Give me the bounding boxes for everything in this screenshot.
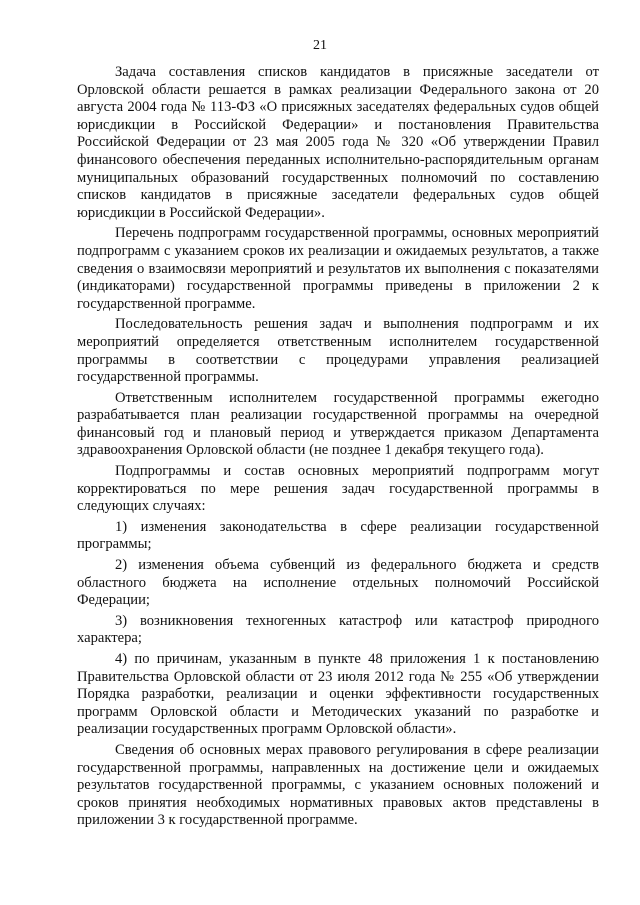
paragraph-jury-candidates: Задача составления списков кандидатов в присяжные заседатели от Орловской области решается в рамках реализации Федерального закона от 20 августа 2004 года № 113-ФЗ «О присяжных заседателях федеральных судов общей юрисдикции в Российской Федерации» и постановления Правительства Российской Федерации от 23 мая 2005 года № 320 «Об утверждении Правил финансового обеспечения переданных исполнительно-распорядительным органам муниципальных образований государственных полномочий по составлению списков кандидатов в присяжные заседатели федеральных судов общей юрисдикции в Российской Федерации». bbox=[77, 64, 599, 221]
list-item-4: 4) по причинам, указанным в пункте 48 приложения 1 к постановлению Правительства Орловской области от 23 июля 2012 года № 255 «Об утверждении Порядка разработки, реализации и оценки эффективности государственных программ Орловской области и Методических указаний по разработке и реализации государственных программ Орловской области». bbox=[77, 651, 599, 738]
page-number: 21 bbox=[313, 38, 327, 53]
paragraph-sequence: Последовательность решения задач и выполнения подпрограмм и их мероприятий определяется ответственным исполнителем государственной программы в соответствии с процедурами управления реализацией государственной программы. bbox=[77, 316, 599, 386]
list-item-1: 1) изменения законодательства в сфере реализации государственной программы; bbox=[77, 518, 599, 553]
paragraph-adjustment-cases: Подпрограммы и состав основных мероприятий подпрограмм могут корректироваться по мере решения задач государственной программы в следующих случаях: bbox=[77, 463, 599, 515]
list-item-2: 2) изменения объема субвенций из федерального бюджета и средств областного бюджета на исполнение отдельных полномочий Российской Федерации; bbox=[77, 557, 599, 609]
list-item-3: 3) возникновения техногенных катастроф или катастроф природного характера; bbox=[77, 612, 599, 647]
paragraph-legal-regulation: Сведения об основных мерах правового регулирования в сфере реализации государственной программы, направленных на достижение цели и ожидаемых результатов государственной программы, с указанием основных положений и сроков принятия необходимых нормативных правовых актов представлены в приложении 3 к государственной программе. bbox=[77, 741, 599, 829]
paragraph-subprogram-list: Перечень подпрограмм государственной программы, основных мероприятий подпрограмм с указанием сроков их реализации и ожидаемых результатов, а также сведения о взаимосвязи мероприятий и результатов их выполнения с показателями (индикаторами) государственной программы приведены в приложении 2 к государственной программе. bbox=[77, 225, 599, 312]
document-body bbox=[77, 64, 599, 833]
paragraph-annual-plan: Ответственным исполнителем государственной программы ежегодно разрабатывается план реализации государственной программы на очередной финансовый год и плановый период и утверждается приказом Департамента здравоохранения Орловской области (не позднее 1 декабря текущего года). bbox=[77, 389, 599, 459]
